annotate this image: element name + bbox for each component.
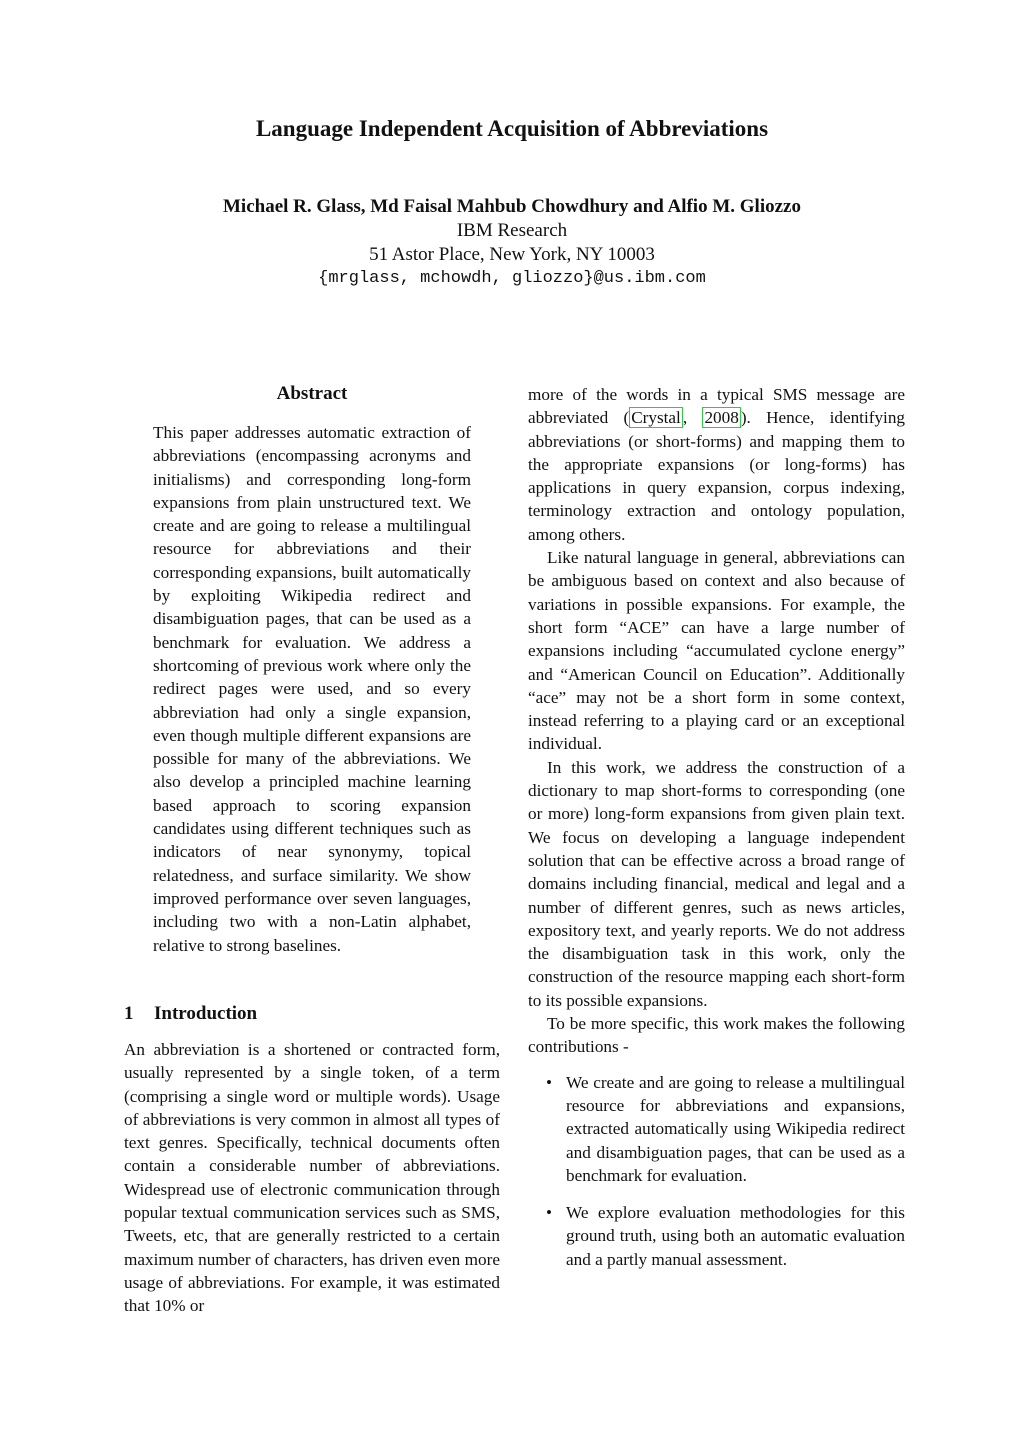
address: 51 Astor Place, New York, NY 10003 [369, 244, 655, 265]
email-addresses: {mrglass, mchowdh, gliozzo}@us.ibm.com [318, 269, 706, 288]
abstract-text: This paper addresses automatic extraction of abbreviations (encompassing acronyms and initialisms) and corresponding long-form expansions from plain unstructured text. We create and are going to release a multilingual resource for abbreviations and their corresponding expansions, built automatically by exploiting Wikipedia redirect and disambiguation pages, that can be used as a benchmark for evaluation. We address a shortcoming of previous work where only the redirect pages were used, and so every abbreviation had only a single expansion, even though multiple different expansions are possible for many of the abbreviations. We also develop a principled machine learning based approach to scoring expansion candidates using different techniques such as indicators of near synonymy, topical relatedness, and surface similarity. We show improved performance over seven languages, including two with a non-Latin alphabet, relative to strong baselines. [153, 423, 471, 955]
paper-title: Language Independent Acquisition of Abbreviations [255, 116, 769, 141]
section-number: 1 [124, 1003, 134, 1024]
author-block [0, 195, 1024, 291]
affiliation: IBM Research [456, 220, 568, 241]
abstract-heading: Abstract [276, 383, 348, 404]
section-title: Introduction [154, 1003, 258, 1024]
citation-separator: , [682, 408, 703, 428]
abstract-section [153, 380, 471, 957]
author-names: Michael R. Glass, Md Faisal Mahbub Chowdhury and Alfio M. Gliozzo [223, 196, 801, 217]
bullet-icon: • [546, 1072, 553, 1092]
right-paragraph-4: To be more specific, this work makes the following contributions - [528, 1014, 905, 1057]
right-column [528, 383, 905, 1285]
right-paragraph-2: Like natural language in general, abbreviations can be ambiguous based on context and also because of variations in possible expansions. For example, the short form “ACE” can have a large number of expansions including “accumulated cyclone energy” and “American Council on Education”. Additionally “ace” may not be a short form in some context, instead referring to a playing card or an exceptional individual. [528, 548, 905, 754]
list-item [528, 1201, 905, 1271]
right-paragraph-1 [528, 383, 905, 546]
introduction-paragraph-1: An abbreviation is a shortened or contracted form, usually represented by a single token, of a term (comprising a single word or multiple words). Usage of abbreviations is very common in almost all types of text genres. Specifically, technical documents often contain a considerable number of abbreviations. Widespread use of electronic communication through popular textual communication services such as SMS, Tweets, etc, that are generally restricted to a certain maximum number of characters, has driven even more usage of abbreviations. For example, it was estimated that 10% or [124, 1040, 500, 1316]
bullet-icon: • [546, 1203, 553, 1223]
introduction-section [124, 1000, 500, 1318]
citation-link-year[interactable]: 2008 [704, 408, 739, 428]
citation-link-author[interactable]: Crystal [631, 408, 681, 428]
introduction-heading [124, 1000, 500, 1028]
paragraph-text: more of the words in a typical SMS message are abbreviated ( [528, 385, 905, 428]
list-item-text: We create and are going to release a multilingual resource for abbreviations and expansions, extracted automatically using Wikipedia redirect and disambiguation pages, that can be used as a benchmark for evaluation. [566, 1072, 905, 1185]
paragraph-text: ). Hence, identifying abbreviations (or short-forms) and mapping them to the appropriate expansions (or long-forms) has applications in query expansion, corpus indexing, terminology extraction and ontology population, among others. [528, 408, 906, 544]
contributions-list [528, 1071, 905, 1271]
list-item [528, 1071, 905, 1187]
list-item-text: We explore evaluation methodologies for this ground truth, using both an automatic evaluation and a partly manual assessment. [566, 1203, 905, 1269]
right-paragraph-3: In this work, we address the construction of a dictionary to map short-forms to corresponding (one or more) long-form expansions from given plain text. We focus on developing a language independent solution that can be effective across a broad range of domains including financial, medical and legal and a number of different genres, such as news articles, expository text, and yearly reports. We do not address the disambiguation task in this work, only the construction of the resource mapping each short-form to its possible expansions. [528, 757, 905, 1010]
